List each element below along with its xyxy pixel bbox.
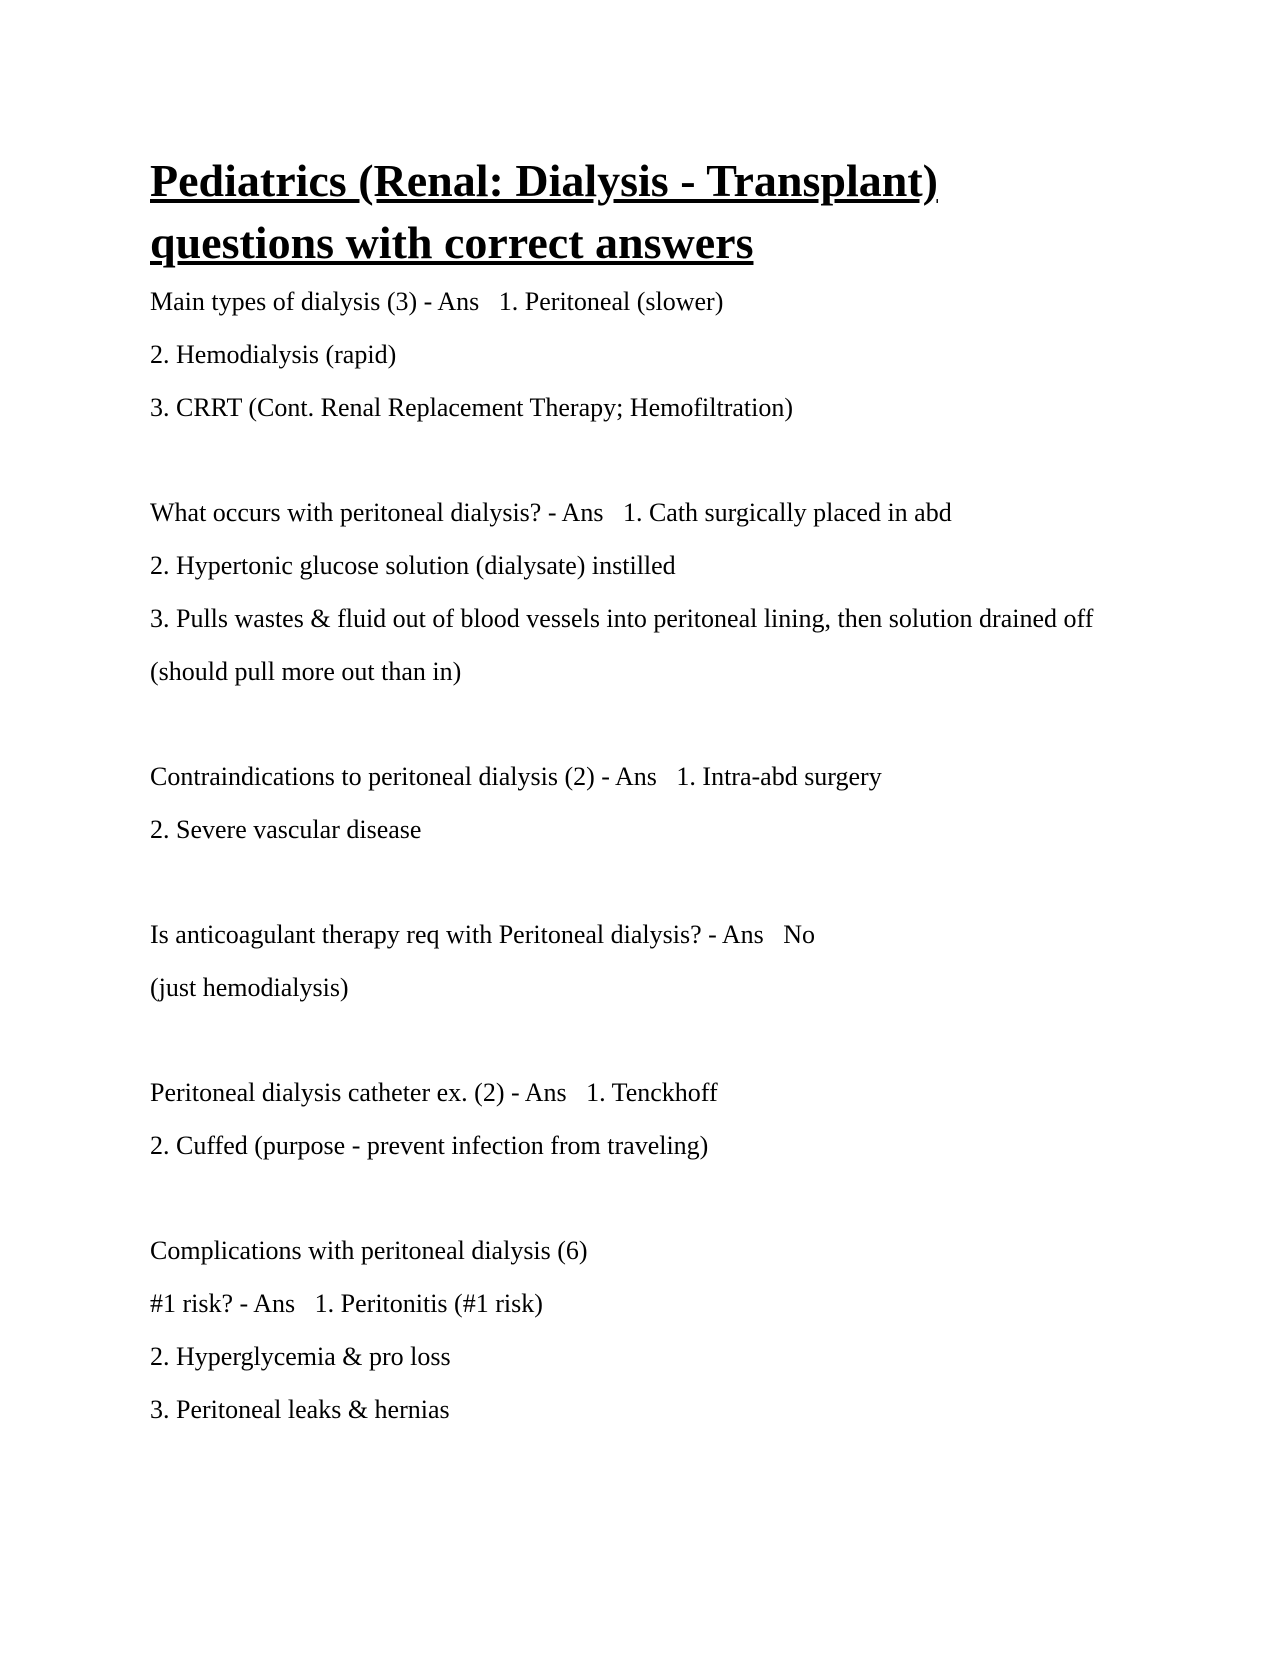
qa-line: Complications with peritoneal dialysis (6)	[150, 1236, 588, 1265]
qa-line: 2. Hypertonic glucose solution (dialysate) instilled	[150, 551, 676, 580]
qa-line: Contraindications to peritoneal dialysis (2) - Ans 1. Intra-abd surgery	[150, 762, 882, 791]
spacer	[150, 707, 1150, 759]
document-page	[150, 150, 1150, 1445]
document-title	[150, 150, 1150, 274]
title-line-1: Pediatrics (Renal: Dialysis - Transplant)	[150, 155, 938, 206]
qa-line: 3. CRRT (Cont. Renal Replacement Therapy; Hemofiltration)	[150, 393, 794, 422]
qa-line: 2. Cuffed (purpose - prevent infection from traveling)	[150, 1131, 709, 1160]
qa-line: Main types of dialysis (3) - Ans 1. Peritoneal (slower)	[150, 287, 724, 316]
spacer	[150, 443, 1150, 495]
qa-item	[150, 495, 1150, 690]
qa-line: Is anticoagulant therapy req with Peritoneal dialysis? - Ans No	[150, 920, 816, 949]
spacer	[150, 865, 1150, 917]
qa-item	[150, 917, 1150, 1006]
qa-line: 2. Severe vascular disease	[150, 815, 422, 844]
qa-line: 2. Hyperglycemia & pro loss	[150, 1342, 451, 1371]
qa-line: (just hemodialysis)	[150, 973, 349, 1002]
qa-item	[150, 759, 1150, 848]
qa-line: 3. Peritoneal leaks & hernias	[150, 1395, 450, 1424]
qa-line: What occurs with peritoneal dialysis? - Ans 1. Cath surgically placed in abd	[150, 498, 952, 527]
title-line-2: questions with correct answers	[150, 217, 754, 268]
qa-line: 2. Hemodialysis (rapid)	[150, 340, 397, 369]
spacer	[150, 1023, 1150, 1075]
qa-line: (should pull more out than in)	[150, 657, 462, 686]
qa-line: Peritoneal dialysis catheter ex. (2) - Ans 1. Tenckhoff	[150, 1078, 718, 1107]
qa-line: #1 risk? - Ans 1. Peritonitis (#1 risk)	[150, 1289, 543, 1318]
qa-line: 3. Pulls wastes & fluid out of blood vessels into peritoneal lining, then solution drained off	[150, 604, 1094, 633]
spacer	[150, 1181, 1150, 1233]
qa-item	[150, 284, 1150, 426]
qa-item	[150, 1075, 1150, 1164]
qa-item	[150, 1233, 1150, 1428]
